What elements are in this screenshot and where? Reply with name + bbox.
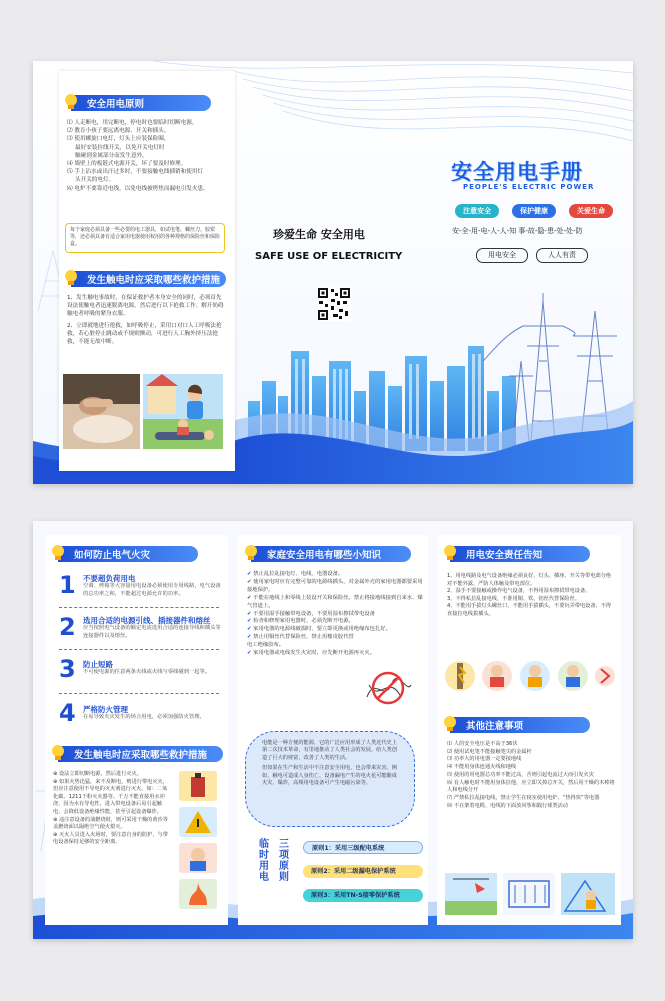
energy-paragraph: 电能是一种方便的能源，它的广泛应用形成了人类近代史上第二次技术革命，有里地推动了人类社会的发展，给人类创造了巨大的财富，改善了人类的生活。 bbox=[262, 740, 397, 761]
other-item: ⑷ 不能用身体连通火线和地线 bbox=[447, 764, 517, 771]
duty-title: 用电安全责任告知 bbox=[466, 550, 543, 561]
other-item: ⑹ 有人触电时不能用身体拉他，应立即关掉总开关，然后用干燥的木棒将人和电线分开 bbox=[447, 779, 615, 794]
fire-item-desc: 不可使电源的任意两条火线或火线与零线碰到一起等。 bbox=[83, 669, 211, 675]
rescue-text bbox=[67, 294, 227, 346]
principle-line: ⑵ 教育小孩子要远离电源、开关和插头。 bbox=[67, 128, 170, 135]
check-icon: ✔ bbox=[247, 571, 252, 577]
home-tip bbox=[247, 595, 423, 611]
brochure-front bbox=[33, 61, 633, 484]
fire-item-title: 防止短路 bbox=[83, 660, 113, 669]
pill-responsibility: 人人有责 bbox=[536, 248, 588, 263]
fire-safety-illustrations bbox=[175, 771, 221, 911]
lightbulb-icon bbox=[48, 743, 68, 763]
home-tips-list bbox=[247, 571, 423, 658]
home-tip bbox=[247, 579, 423, 595]
fire-title: 如何防止电气火灾 bbox=[74, 550, 151, 561]
other-item: ⑴ 人的安全电压是不高于36伏 bbox=[447, 741, 518, 747]
cpr-photo bbox=[63, 374, 140, 449]
tools-note-box: 每个家庭必须具备一些必要的电工器具，如试电笔、螺丝刀、胶钳等，还必须具备有适合家用电器使用权用的各种规格的保险丝和保险盒。 bbox=[65, 223, 225, 253]
home-tip-text: 检查和修理家用电器时，必须先断开电源。 bbox=[253, 618, 354, 625]
rescue2-list bbox=[53, 771, 171, 847]
divider bbox=[59, 693, 219, 694]
divider bbox=[59, 607, 219, 608]
check-icon: ✔ bbox=[247, 618, 252, 625]
fire-item-title: 严格防火管理 bbox=[83, 705, 128, 714]
check-icon: ✔ bbox=[247, 626, 252, 633]
rescue-step-2: 2、立即就地进行抢救，如呼吸停止，采用口对口人工呼吸法抢救，若心脏停止跳动或不规则颤动，可进行人工胸外挤压法抢救，不能无故中断。 bbox=[67, 322, 222, 346]
energy-paragraph: 但如果在生产和生活中不注意安全用电，也会带来灾害。例如，触电可造成人身伤亡，设备漏电产生的电火花可能酿成火灾、爆炸，高频用电设备可产生电磁污染等。 bbox=[262, 765, 397, 787]
home-tip-text: 不要用湿手接触带电设备，不要用湿布擦拭带电设备 bbox=[253, 610, 375, 617]
lightbulb-icon bbox=[48, 543, 68, 563]
other-header bbox=[440, 717, 590, 733]
fire-item-desc: 在易导致火灾发生的场合用电，必须加强防火管理。 bbox=[83, 714, 205, 720]
cover-subtitle: PEOPLE'S ELECTRIC POWER bbox=[463, 183, 595, 191]
lightbulb-icon bbox=[61, 268, 81, 288]
rescue-step-1: 1、发生触电事故时，在保证救护者本身安全的同时，必须首先设法使触电者迅速脱离电源，然后进行以下抢救工作。解开妨碍触电者呼吸的紧身衣服。 bbox=[67, 295, 224, 318]
other-item: ⑺ 严禁私拉乱接电线，禁止学生在寝室使用电炉、“热得快”等电器 bbox=[447, 794, 600, 801]
tag-health: 保护健康 bbox=[512, 204, 556, 218]
cover-title: 安全用电手册 bbox=[451, 160, 583, 184]
electricity-info-bubble bbox=[245, 731, 415, 827]
lightbulb-icon bbox=[440, 543, 460, 563]
duty-item: 3、不得私拉乱接电线，不准用铜、铁、铝丝代替保险丝。 bbox=[447, 595, 580, 602]
check-icon: ✔ bbox=[247, 594, 252, 601]
other-item: ⑵ 使用试电笔不能接触笔尖的金属杆 bbox=[447, 748, 532, 755]
home-tip-text: 家用电器的电源线破损时，要立即更换或用绝缘布包扎好。 bbox=[253, 626, 391, 633]
slogan-chinese: 珍爱生命 安全用电 bbox=[273, 228, 365, 241]
rescue2-item: ⊕ 违注意设备的油燃烧时，则可采用干燥的黄沙等盖燃烧面以隔绝空气使火熄灭。 bbox=[53, 816, 168, 831]
tag-safety: 注意安全 bbox=[455, 204, 499, 218]
home-tip-text: 禁止乱拉乱接电灯、电线、电器设备。 bbox=[253, 571, 344, 577]
principle-line: ⑸ 手上沾水或出汗过多时，不要接触电线插销和使用灯 bbox=[67, 169, 204, 176]
lightbulb-icon bbox=[61, 92, 81, 112]
rescue2-item: ⊕ 设法立即切断电源，然后进行灭火。 bbox=[53, 771, 142, 777]
brochure-back bbox=[33, 521, 633, 939]
three-principles-label: 三项原则 bbox=[279, 839, 289, 883]
home-tip bbox=[247, 571, 423, 579]
check-icon: ✔ bbox=[247, 610, 252, 617]
outdoor-hazard-illustrations bbox=[445, 873, 615, 915]
duty-item: 1、用电线路及电气设备绝缘必须良好，灯头、插座、开关等带电部分绝对不能外露，严防人体触及带电部位。 bbox=[447, 573, 612, 587]
fire-item-number: 2 bbox=[59, 613, 76, 641]
fire-item-number: 3 bbox=[59, 655, 76, 683]
fire-item-number: 1 bbox=[59, 571, 76, 599]
fire-item-title: 选用合适的电源引线、插接器件和熔丝 bbox=[83, 616, 211, 625]
tag-life: 关爱生命 bbox=[569, 204, 613, 218]
principle-line: 最好安装拉线开关，以免开关电灯时 bbox=[75, 144, 165, 151]
fire-item-desc: 应当按照电气设备的额定电流选用合适的连接导线和插头等连接器件以及熔丝。 bbox=[83, 625, 221, 639]
other-item: ⑸ 使用的用电器总功率不能过高，否则引起电流过大而引发火灾 bbox=[447, 771, 594, 778]
rescue2-header bbox=[48, 746, 223, 762]
home-header bbox=[241, 546, 411, 562]
home-tip bbox=[247, 634, 357, 650]
fire-item-title: 不要超负荷用电 bbox=[83, 574, 136, 583]
home-tip-text: 禁止用铜丝代替保险丝，禁止用橡皮胶代替电工绝缘胶布。 bbox=[247, 634, 354, 649]
principle-line: ⑹ 电炉不要靠近电线，以免电线被烤焦而漏电引发火患。 bbox=[67, 185, 209, 192]
divider bbox=[59, 649, 219, 650]
principle-line: ⑶ 使用螺旋口电灯，灯头上应装保险圈， bbox=[67, 136, 170, 143]
principle-line: ⑷ 墙壁上的板链式电源开关，坏了要及时修理。 bbox=[67, 161, 187, 168]
rescue-title: 发生触电时应采取哪些救护措施 bbox=[87, 275, 221, 286]
duty-item: 4、不能用手拔灯头螺丝口，不能用手拔插头，不要玩弄带电设备，不得直接拉电线拔插头。 bbox=[447, 603, 612, 617]
check-icon: ✔ bbox=[247, 578, 252, 585]
principle-2: 原则2：采用二级漏电保护系统 bbox=[303, 865, 423, 878]
cover-tagline: 安-全-用-电-人-人-知 事-故-隐-患-处-处-防 bbox=[452, 227, 583, 235]
principle-line: ⑴ 人走断电，用完断电，停电时也要临时切断电源。 bbox=[67, 120, 198, 126]
home-tip bbox=[247, 650, 423, 658]
other-title: 其他注意事项 bbox=[466, 721, 524, 732]
duty-list bbox=[447, 573, 615, 619]
pill-safe-power: 用电安全 bbox=[476, 248, 528, 263]
home-title: 家庭安全用电有哪些小知识 bbox=[267, 550, 382, 561]
principle-line: 头开关的电灯。 bbox=[75, 177, 115, 184]
check-icon: ✔ bbox=[247, 634, 252, 641]
principle-3: 原则3：采用TN-S接零保护系统 bbox=[303, 889, 423, 902]
fire-header bbox=[48, 546, 198, 562]
lightbulb-icon bbox=[440, 714, 460, 734]
qr-code[interactable] bbox=[317, 287, 351, 321]
temporary-power-label: 临时用电 bbox=[259, 839, 269, 883]
rescue-header bbox=[61, 271, 226, 287]
home-tip-text: 不能在地线上和零线上装设开关和保险丝。禁止将接地线接到自来水、煤气管道上。 bbox=[247, 594, 423, 609]
duty-item: 2、湿手不要接触或操作电气设备，不得用湿布擦拭带电设备。 bbox=[447, 588, 591, 595]
home-tip-text: 使用家电时应有完整可靠的电源线插头，对金属外壳的家用电器都要采用接地保护。 bbox=[247, 578, 423, 593]
principle-1: 原则1：采用三级配电系统 bbox=[303, 841, 423, 854]
fire-item-desc: 空调、烤箱等大容量用电设备必须使用专用线路，电气设备的总功率之和，不能超过电源允许的功率。 bbox=[83, 583, 221, 597]
fire-item-number: 4 bbox=[59, 699, 76, 727]
other-item: ⑶ 功率大的用电器一定要接地线 bbox=[447, 756, 522, 763]
safety-principles-title: 安全用电原则 bbox=[87, 99, 145, 110]
safety-principles-header bbox=[61, 95, 211, 111]
rescue2-item: ⊕ 如果火势迅猛，来不及断电，则进行带电灭火，但应注意使用不导电的灭火剂进行灭火。如：二氧化碳、1211干粉灭火器等。千万不能直接用水冲浇，因为水有导电性，进入带电设备后易引起触电，会降低设备绝缘性能，甚至引起设备爆炸。 bbox=[53, 778, 168, 815]
rescue-cartoon bbox=[143, 374, 223, 449]
duty-header bbox=[440, 546, 590, 562]
rescue2-title: 发生触电时应采取哪些救护措施 bbox=[74, 750, 208, 761]
rescue2-item: ⊕ 灭火人员进入火场时，要注意自身的防护，与带电设备保持足够的安全距离。 bbox=[53, 831, 168, 846]
home-tip-text: 家用电器或电线发生火灾时，应先断开电源再灭火。 bbox=[253, 650, 375, 657]
slogan-english: SAFE USE OF ELECTRICITY bbox=[255, 251, 403, 262]
no-tangled-wires-icon bbox=[361, 667, 415, 709]
hazard-illustrations bbox=[445, 655, 615, 697]
check-icon: ✔ bbox=[247, 650, 252, 657]
lightbulb-icon bbox=[241, 543, 261, 563]
other-item: ⑻ 不在架着电缆、电线的下面放风筝和践行球类活动 bbox=[447, 802, 568, 809]
safety-principles-list bbox=[67, 119, 227, 193]
principle-line: 触碰到金属部分而发生意外。 bbox=[75, 152, 148, 159]
other-list bbox=[447, 741, 615, 810]
